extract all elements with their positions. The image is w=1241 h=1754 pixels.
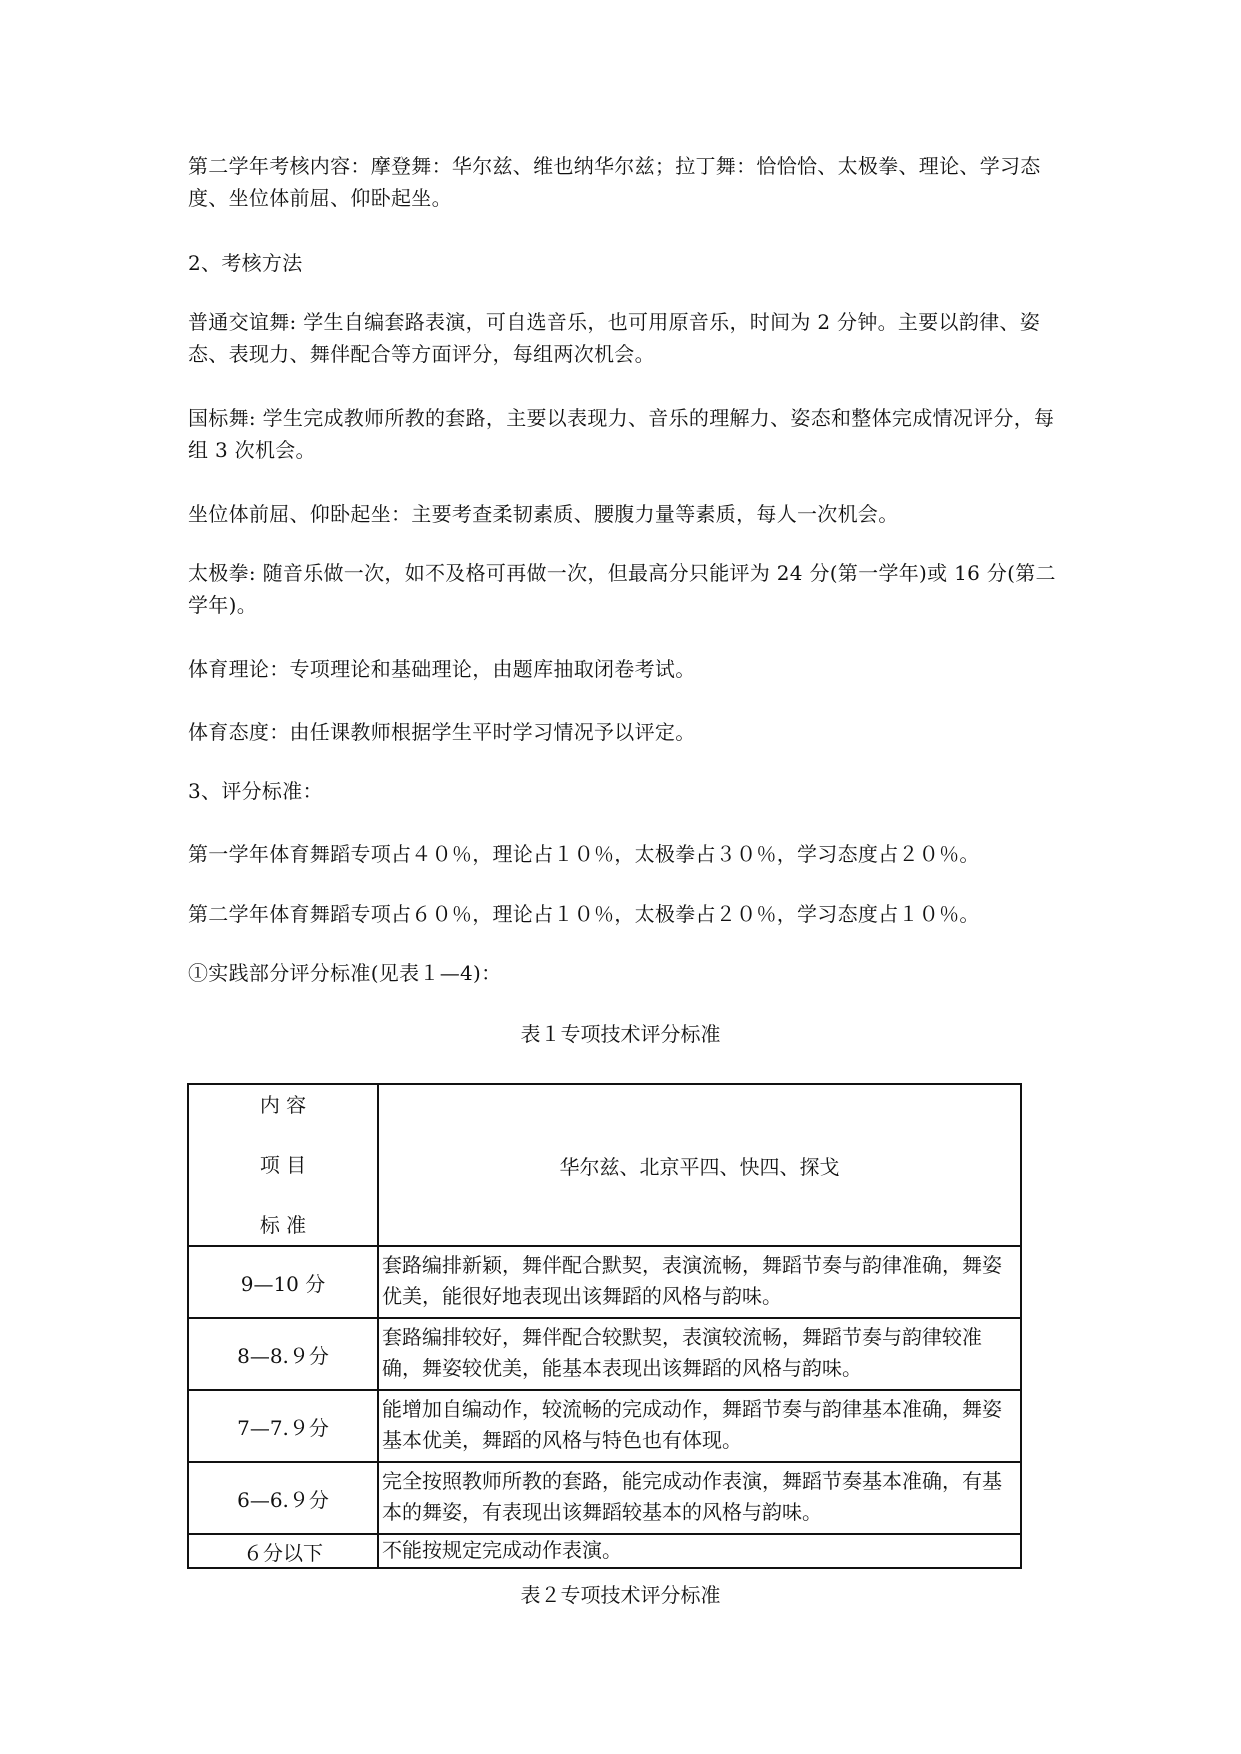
grade-cell: 8—8.９分 [188,1318,378,1390]
paragraph-social-dance: 普通交谊舞: 学生自编套路表演，可自选音乐，也可用原音乐，时间为 2 分钟。主要以韵律、姿态、表现力、舞伴配合等方面评分，每组两次机会。 [188,310,1041,366]
table2-caption: 表２专项技术评分标准 [520,1583,721,1607]
grade-cell: ６分以下 [188,1534,378,1568]
table-row [188,1318,1021,1390]
grade-cell: 6—6.９分 [188,1462,378,1534]
table-header-dances: 华尔兹、北京平四、快四、探戈 [378,1084,1021,1246]
grade-cell: 9—10 分 [188,1246,378,1318]
paragraph-practice-scoring-intro: ①实践部分评分标准(见表１—4)： [188,961,502,985]
criteria-cell: 不能按规定完成动作表演。 [378,1534,1021,1568]
paragraph-second-year-weights: 第二学年体育舞蹈专项占６０％，理论占１０％，太极拳占２０％，学习态度占１０％。 [188,902,980,926]
corner-label-standard: 标 准 [259,1213,307,1237]
table1-technical-scoring [187,1083,1022,1569]
table-row [188,1390,1021,1462]
table-row [188,1246,1021,1318]
table1-caption: 表１专项技术评分标准 [520,1022,721,1046]
section-heading-scoring-standard: 3、评分标准： [188,779,323,803]
corner-label-content: 内 容 [259,1093,307,1117]
table-corner-cell [188,1084,378,1246]
paragraph-first-year-weights: 第一学年体育舞蹈专项占４０％，理论占１０％，太极拳占３０％，学习态度占２０％。 [188,842,980,866]
grade-cell: 7—7.９分 [188,1390,378,1462]
corner-label-item: 项 目 [259,1153,307,1177]
paragraph-taichi: 太极拳: 随音乐做一次，如不及格可再做一次，但最高分只能评为 24 分(第一学年)或 16 分(第二学年)。 [188,561,1056,617]
criteria-cell: 能增加自编动作，较流畅的完成动作，舞蹈节奏与韵律基本准确，舞姿基本优美，舞蹈的风格与特色也有体现。 [378,1390,1021,1462]
section-heading-assessment-method: 2、考核方法 [188,251,303,275]
table-row [188,1534,1021,1568]
table-row [188,1462,1021,1534]
criteria-cell: 套路编排较好，舞伴配合较默契，表演较流畅，舞蹈节奏与韵律较准确，舞姿较优美，能基本表现出该舞蹈的风格与韵味。 [378,1318,1021,1390]
table-header-row [188,1084,1021,1246]
paragraph-second-year-content: 第二学年考核内容：摩登舞：华尔兹、维也纳华尔兹；拉丁舞：恰恰恰、太极拳、理论、学习态度、坐位体前屈、仰卧起坐。 [188,154,1041,210]
paragraph-sports-attitude: 体育态度：由任课教师根据学生平时学习情况予以评定。 [188,720,696,744]
paragraph-ballroom-dance: 国标舞: 学生完成教师所教的套路，主要以表现力、音乐的理解力、姿态和整体完成情况评分，每组 3 次机会。 [188,406,1055,462]
criteria-cell: 完全按照教师所教的套路，能完成动作表演，舞蹈节奏基本准确，有基本的舞姿，有表现出该舞蹈较基本的风格与韵味。 [378,1462,1021,1534]
paragraph-sports-theory: 体育理论：专项理论和基础理论，由题库抽取闭卷考试。 [188,657,696,681]
paragraph-flexibility-situps: 坐位体前屈、仰卧起坐：主要考查柔韧素质、腰腹力量等素质，每人一次机会。 [188,502,899,526]
criteria-cell: 套路编排新颖，舞伴配合默契，表演流畅，舞蹈节奏与韵律准确，舞姿优美，能很好地表现出该舞蹈的风格与韵味。 [378,1246,1021,1318]
